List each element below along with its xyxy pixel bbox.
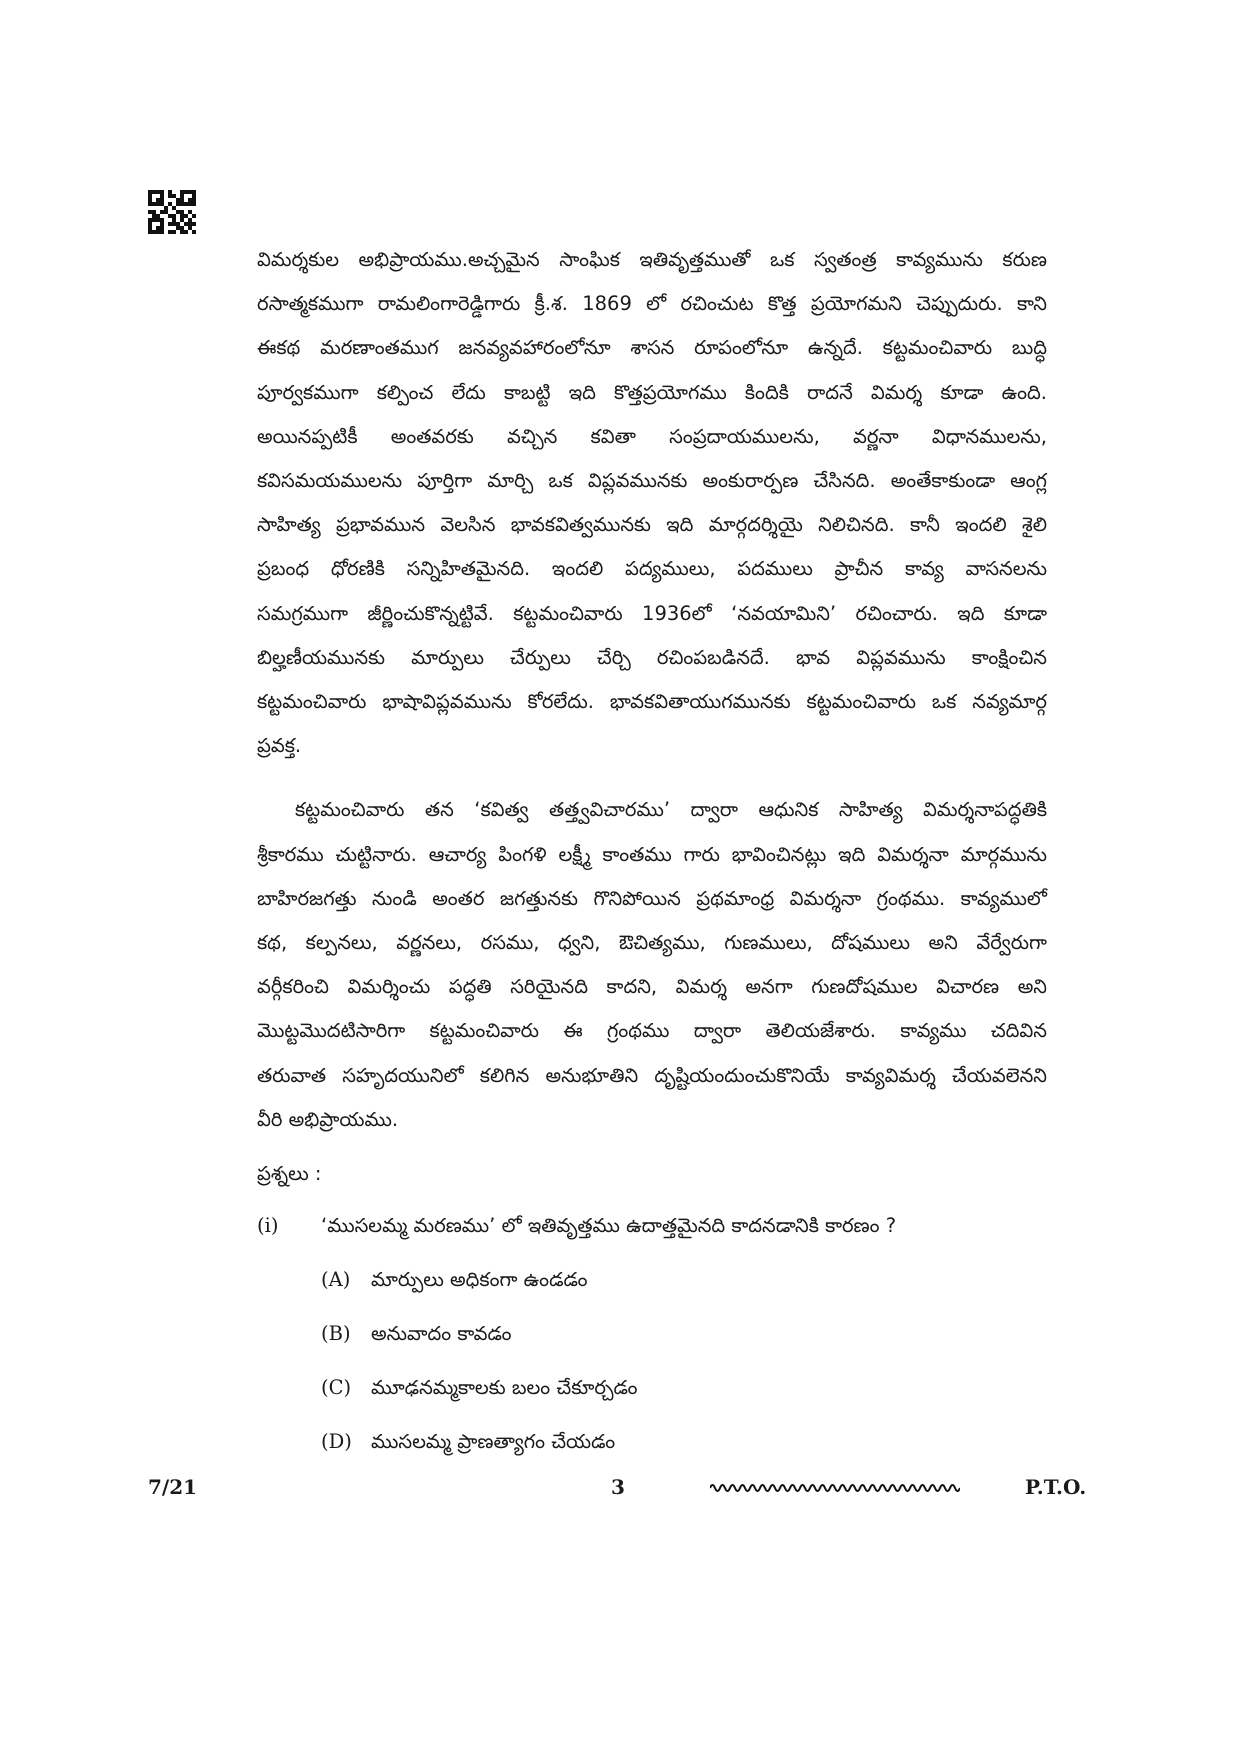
paragraph-1 xyxy=(257,238,1047,768)
text-line: శ్రీకారము చుట్టినారు. ఆచార్య పింగళి లక్ష్మీ కాంతము గారు భావించినట్లు ఇది విమర్శనా మార్గమును xyxy=(257,842,1047,866)
text-line: సమగ్రముగా జీర్ణించుకొన్నట్టివే. కట్టమంచివారు 1936లో ‘నవయామిని’ రచించారు. ఇది కూడా xyxy=(257,601,1047,625)
page-footer xyxy=(0,1475,1241,1515)
text-line: మొట్టమొదటిసారిగా కట్టమంచివారు ఈ గ్రంథము ద్వారా తెలియజేశారు. కావ్యము చదివిన xyxy=(257,1019,1047,1043)
text-line: కథ, కల్పనలు, వర్ణనలు, రసము, ధ్వని, ఔచిత్యము, గుణములు, దోషములు అని వేర్వేరుగా xyxy=(257,931,1047,955)
text-line: తరువాత సహృదయునిలో కలిగిన అనుభూతిని దృష్టియందుంచుకొనియే కావ్యవిమర్శ చేయవలెనని xyxy=(257,1063,1047,1087)
text-line: బిల్హణీయమునకు మార్పులు చేర్పులు చేర్చి రచింపబడినదే. భావ విప్లవమును కాంక్షించిన xyxy=(257,645,1047,669)
option-text: అనువాదం కావడం xyxy=(371,1322,512,1346)
pto-label: P.T.O. xyxy=(1025,1475,1087,1499)
option-label: (B) xyxy=(321,1322,351,1346)
text-line: వర్గీకరించి విమర్శించు పద్ధతి సరియైనది కాదని, విమర్శ అనగా గుణదోషముల విచారణ అని xyxy=(257,975,1047,999)
text-line: కవిసమయములను పూర్తిగా మార్చి ఒక విప్లవమునకు అంకురార్పణ చేసినది. అంతేకాకుండా ఆంగ్ల xyxy=(257,469,1047,493)
text-line: ఈకథ మరణాంతముగ జనవ్యవహారంలోనూ శాసన రూపంలోనూ ఉన్నదే. కట్టమంచివారు బుద్ధి xyxy=(257,336,1047,360)
text-line: ప్రవక్త. xyxy=(257,734,302,758)
wavy-line-icon xyxy=(710,1481,960,1495)
questions-heading: ప్రశ్నలు : xyxy=(257,1162,322,1186)
qr-code-icon xyxy=(148,190,196,238)
page-number: 3 xyxy=(611,1475,625,1499)
option-label: (C) xyxy=(321,1376,352,1400)
question-number: (i) xyxy=(257,1214,279,1238)
paragraph-2 xyxy=(257,788,1047,1142)
question-text: ‘ముసలమ్మ మరణము’ లో ఇతివృత్తము ఉదాత్తమైనది కాదనడానికి కారణం ? xyxy=(321,1214,897,1238)
option-text: మూఢనమ్మకాలకు బలం చేకూర్చడం xyxy=(371,1376,638,1400)
text-line: ప్రబంధ ధోరణికి సన్నిహితమైనది. ఇందలి పద్యములు, పదములు ప్రాచీన కావ్య వాసనలను xyxy=(257,557,1047,581)
option-label: (A) xyxy=(321,1268,351,1292)
option-a xyxy=(257,1258,1047,1302)
text-line: పూర్వకముగా కల్పించ లేదు కాబట్టి ఇది కొత్తప్రయోగము కిందికి రాదనే విమర్శ కూడా ఉంది. xyxy=(257,380,1047,404)
option-b xyxy=(257,1312,1047,1356)
passage xyxy=(257,238,1047,1464)
question-1 xyxy=(257,1204,1047,1248)
option-d xyxy=(257,1420,1047,1464)
text-line: అయినప్పటికీ అంతవరకు వచ్చిన కవితా సంప్రదాయములను, వర్ణనా విధానములను, xyxy=(257,424,1047,448)
text-line: వీరి అభిప్రాయము. xyxy=(257,1107,399,1131)
text-line: కట్టమంచివారు తన ‘కవిత్వ తత్త్వవిచారము’ ద్వారా ఆధునిక సాహిత్య విమర్శనాపద్ధతికి xyxy=(295,798,1047,822)
text-line: బాహిరజగత్తు నుండి అంతర జగత్తునకు గొనిపోయిన ప్రథమాంధ్ర విమర్శనా గ్రంథము. కావ్యములో xyxy=(257,886,1047,910)
text-line: కట్టమంచివారు భాషావిప్లవమును కోరలేదు. భావకవితాయుగమునకు కట్టమంచివారు ఒక నవ్యమార్గ xyxy=(257,690,1047,714)
option-label: (D) xyxy=(321,1430,352,1454)
paper-code: 7/21 xyxy=(148,1475,198,1499)
option-text: ముసలమ్మ ప్రాణత్యాగం చేయడం xyxy=(371,1430,616,1454)
text-line: రసాత్మకముగా రామలింగారెడ్డిగారు క్రీ.శ. 1869 లో రచించుట కొత్త ప్రయోగమని చెప్పుదురు. కాని xyxy=(257,292,1047,316)
text-line: సాహిత్య ప్రభావమున వెలసిన భావకవిత్వమునకు ఇది మార్గదర్శియై నిలిచినది. కానీ ఇందలి శైలి xyxy=(257,513,1047,537)
option-c xyxy=(257,1366,1047,1410)
text-line: విమర్శకుల అభిప్రాయము.అచ్చమైన సాంఘిక ఇతివృత్తముతో ఒక స్వతంత్ర కావ్యమును కరుణ xyxy=(257,248,1047,271)
option-text: మార్పులు అధికంగా ఉండడం xyxy=(371,1268,588,1292)
